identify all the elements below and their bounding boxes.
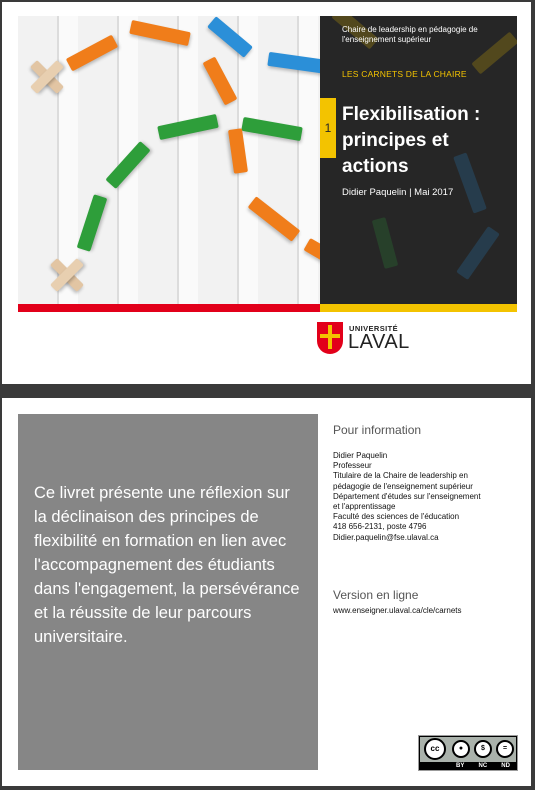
red-stripe xyxy=(18,304,320,312)
cc-icon: cc xyxy=(424,738,446,760)
photo-block xyxy=(303,238,320,272)
contact-line: Faculté des sciences de l'éducation xyxy=(333,512,460,522)
cover-subtitle: Chaire de leadership en pédagogie de l'enseignement supérieur xyxy=(342,25,478,44)
cc-label: BY xyxy=(456,763,465,769)
contact-email[interactable]: Didier.paquelin@fse.ulaval.ca xyxy=(333,532,439,542)
online-heading: Version en ligne xyxy=(333,588,419,602)
cc-label: NC xyxy=(478,763,488,769)
contact-line: Département d'études sur l'enseignement xyxy=(333,491,481,501)
cover-title xyxy=(342,102,517,180)
photo-block xyxy=(157,114,219,140)
photo-block xyxy=(456,226,500,280)
cover-page xyxy=(2,2,531,384)
photo-block xyxy=(77,194,108,252)
cover-title-line: principes et actions xyxy=(342,130,449,177)
photo-block xyxy=(207,16,253,58)
info-heading: Pour information xyxy=(333,423,422,437)
photo-block xyxy=(241,117,303,141)
photo-block xyxy=(203,57,238,106)
photo-block xyxy=(372,217,398,269)
photo-block xyxy=(267,52,320,74)
photo-block xyxy=(66,35,118,72)
contact-line: 418 656-2131, poste 4796 xyxy=(333,522,427,532)
contact-info xyxy=(333,451,523,543)
no-money-icon: $ xyxy=(474,740,492,758)
photo-block xyxy=(228,128,248,174)
photo-block xyxy=(248,196,301,242)
yellow-stripe xyxy=(320,304,517,312)
contact-line: Professeur xyxy=(333,461,372,471)
contact-line: pédagogie de l'enseignement supérieur xyxy=(333,481,473,491)
universite-laval-logo xyxy=(317,322,410,358)
back-page xyxy=(2,398,531,786)
logo-text-bottom: LAVAL xyxy=(348,331,410,353)
issue-number: 1 xyxy=(320,98,336,158)
cover-title-line: Flexibilisation : xyxy=(342,104,481,125)
online-url-link[interactable]: www.enseigner.ulaval.ca/cle/carnets xyxy=(333,606,462,615)
cc-label: ND xyxy=(501,763,510,769)
contact-line: et l'apprentissage xyxy=(333,502,396,512)
cc-license-badge xyxy=(418,735,518,771)
contact-line: Didier Paquelin xyxy=(333,451,388,460)
person-icon: ● xyxy=(452,740,470,758)
cover-author-date: Didier Paquelin | Mai 2017 xyxy=(342,187,454,198)
shield-icon xyxy=(317,322,343,354)
contact-line: Titulaire de la Chaire de leadership en xyxy=(333,471,468,481)
logo-text-top: UNIVERSITÉ xyxy=(349,324,399,333)
photo-block xyxy=(105,141,150,189)
equals-icon: = xyxy=(496,740,514,758)
photo-block xyxy=(129,20,191,46)
cover-series: LES CARNETS DE LA CHAIRE xyxy=(342,69,467,79)
abstract-text: Ce livret présente une réflexion sur la déclinaison des principes de flexibilité en formation en lien avec l'accompagnement des étudiants dans l'engagement, la persévérance et la réussite de leur parcours universitaire. xyxy=(34,484,300,646)
cover-photo xyxy=(18,16,320,304)
cc-labels xyxy=(449,763,517,769)
